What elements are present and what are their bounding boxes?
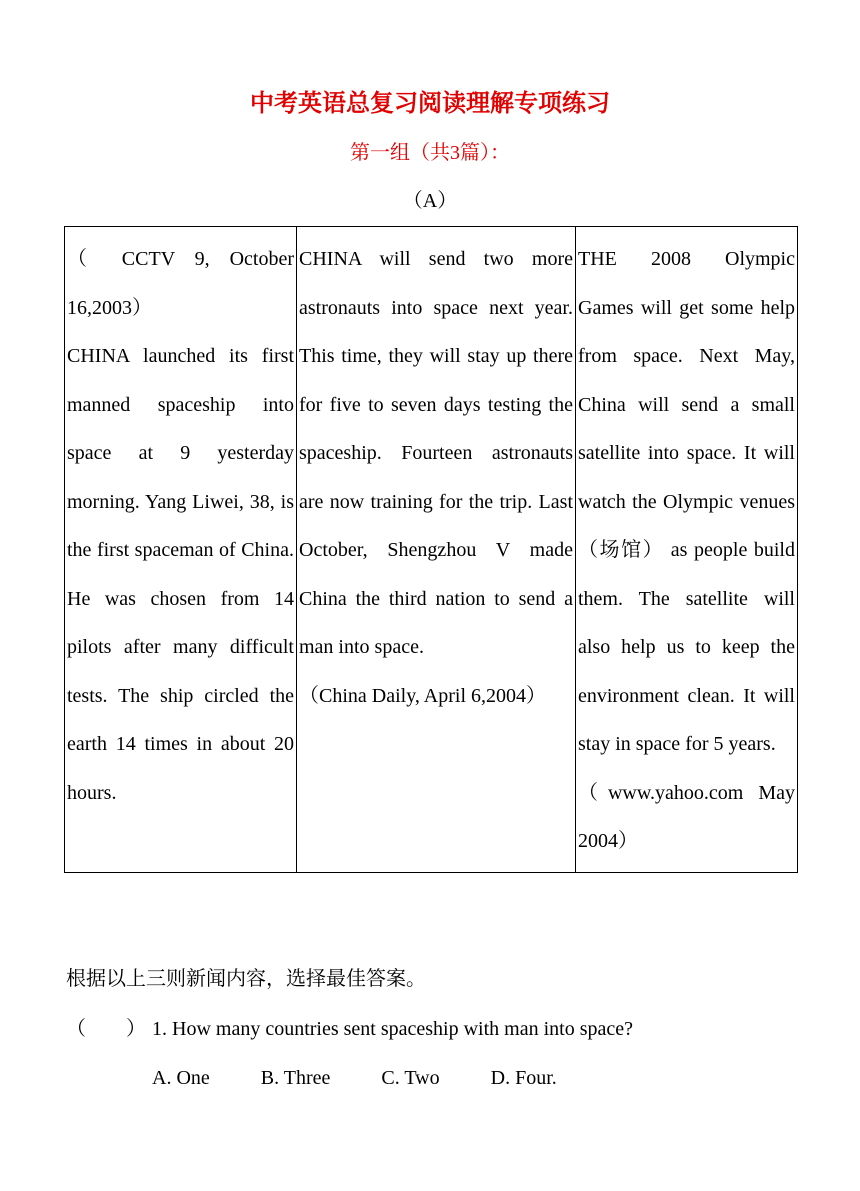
news-source: （www.yahoo.com May 2004） [578,781,795,852]
group-subtitle: 第一组（共3篇）： [350,142,510,164]
answer-bracket[interactable]: （ ） [66,1018,146,1040]
news-cell-cctv [65,227,297,873]
option-d[interactable]: D. Four. [490,1067,557,1089]
question-text: 1. How many countries sent spaceship with man into space? [152,1018,633,1040]
news-row [65,227,798,873]
news-body: THE 2008 Olympic Games will get some help from space. Next May, China will send a small satellite into space. It will watch the Olympic venues （场馆） as people build them. The satellite will also help us to keep the environment clean. It will stay in space for 5 years. [578,248,795,755]
news-source: （ CCTV 9, October 16,2003） [67,248,294,319]
section-label: （A） [402,190,458,212]
news-cell-yahoo [576,227,798,873]
news-source: （China Daily, April 6,2004） [299,684,547,707]
option-b[interactable]: B. Three [260,1067,331,1089]
news-cell-china-daily [297,227,576,873]
question-1 [66,1012,633,1046]
news-body: CHINA will send two more astronauts into space next year. This time, they will stay up there for five to seven days testing the spaceship. Fourteen astronauts are now training for the trip. Last October, Shengzhou V made China the third nation to send a man into space. [299,248,573,658]
page-title: 中考英语总复习阅读理解专项练习 [250,91,610,117]
option-a[interactable]: A. One [152,1067,210,1089]
instruction-text: 根据以上三则新闻内容，选择最佳答案。 [66,968,426,990]
news-body: CHINA launched its first manned spaceship into space at 9 yesterday morning. Yang Liwei, 38, is the first spaceman of China. He was chosen from 14 pilots after many difficult tests. The ship circled the earth 14 times in about 20 hours. [67,345,294,804]
option-c[interactable]: C. Two [381,1067,440,1089]
news-table [64,226,798,873]
answer-options [152,1061,603,1095]
